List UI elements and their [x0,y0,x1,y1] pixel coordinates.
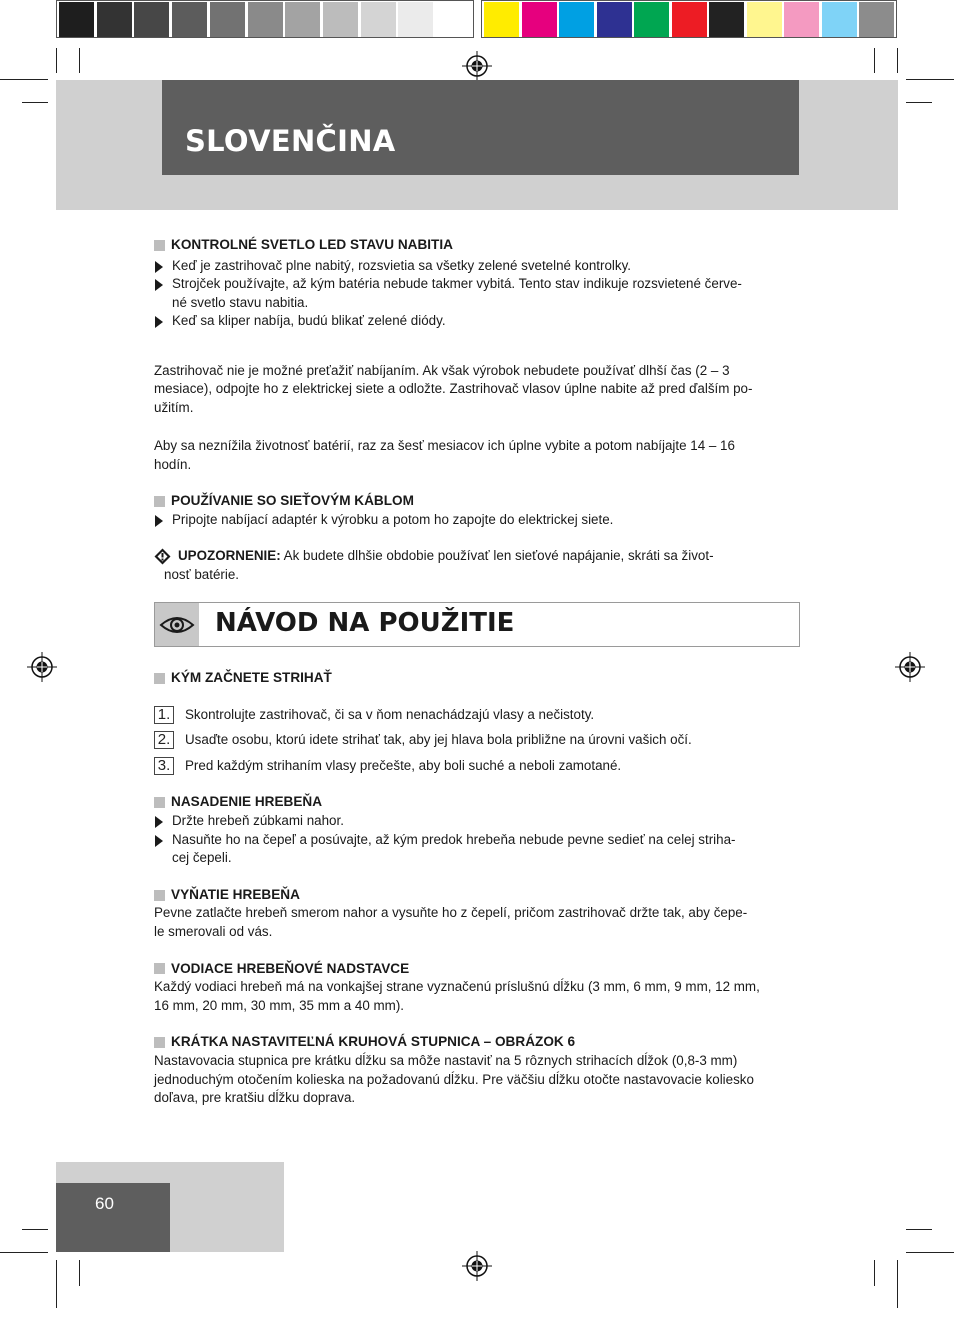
arrow-bullet-icon [155,316,163,328]
arrow-bullet-icon [155,515,163,527]
calibration-swatch [59,2,94,37]
calibration-swatch [559,2,594,37]
square-bullet-icon [154,797,165,808]
calibration-swatch [398,2,433,37]
section-heading-before: KÝM ZAČNETE STRIHAŤ [154,669,800,688]
list-item: Pripojte nabíjací adaptér k výrobku a potom ho zapojte do elektrickej siete. [154,511,800,530]
list-item: Keď je zastrihovač plne nabitý, rozsvietia sa všetky zelené svetelné kontrolky. [154,257,800,276]
square-bullet-icon [154,963,165,974]
warning-icon [154,548,171,565]
section-heading-led: KONTROLNÉ SVETLO LED STAVU NABITIA [154,236,800,255]
step-number: 2. [154,731,174,749]
arrow-bullet-icon [155,261,163,273]
crop-mark [22,102,48,103]
crop-mark [897,48,898,73]
calibration-swatch [859,2,894,37]
list-item: Keď sa kliper nabíja, budú blikať zelené diódy. [154,312,800,331]
arrow-bullet-icon [155,816,163,828]
section-heading-guides: VODIACE HREBEŇOVÉ NADSTAVCE [154,960,800,979]
calibration-swatch [784,2,819,37]
content-column [154,236,800,585]
warning-note: UPOZORNENIE: Ak budete dlhšie obdobie používať len sieťové napájanie, skráti sa život- nosť batérie. [154,547,800,584]
square-bullet-icon [154,673,165,684]
calibration-swatch [172,2,207,37]
crop-mark [906,1252,954,1253]
calibration-swatch [436,2,471,37]
list-item: Strojček používajte, až kým batéria nebude takmer vybitá. Tento stav indikuje rozsvietené červe- né svetlo stavu nabitia. [154,275,800,312]
crop-mark [79,48,80,73]
calibration-swatch [210,2,245,37]
calibration-swatch [285,2,320,37]
calibration-swatch [248,2,283,37]
calibration-swatch [97,2,132,37]
content-column-lower [154,669,800,1108]
crop-mark [874,48,875,73]
section-icon-cell [155,603,199,646]
registration-mark-icon [26,651,58,683]
section-heading-remove: VYŇATIE HREBEŇA [154,886,800,905]
registration-mark-icon [461,1250,493,1282]
numbered-step: 3. Pred každým strihaním vlasy prečešte, aby boli suché a neboli zamotané. [154,757,800,776]
numbered-step: 1. Skontrolujte zastrihovač, či sa v ňom nenachádzajú vlasy a nečistoty. [154,706,800,725]
section-heading-attach: NASADENIE HREBEŇA [154,793,800,812]
section-title: NÁVOD NA POUŽITIE [215,608,515,638]
list-item: Držte hrebeň zúbkami nahor. [154,812,800,831]
square-bullet-icon [154,890,165,901]
crop-mark [906,79,954,80]
section-title-box [154,602,800,647]
crop-mark [0,79,48,80]
eye-icon [155,603,199,646]
calibration-swatch [361,2,396,37]
step-number: 3. [154,757,174,775]
crop-mark [79,1260,80,1286]
paragraph: Každý vodiaci hrebeň má na vonkajšej strane vyznačenú príslušnú dĺžku (3 mm, 6 mm, 9 mm, 12 mm, 16 mm, 20 mm, 30 mm, 35 mm a 40 mm). [154,979,760,1013]
calibration-swatch [822,2,857,37]
paragraph: Zastrihovač nie je možné preťažiť nabíjaním. Ak však výrobok nebudete používať dlhší čas (2 – 3 mesiace), odpojte ho z elektrickej siete a odložte. Zastrihovač vlasov úplne nabite až pred ďalším po- užitím. [154,362,753,415]
calibration-swatch [672,2,707,37]
crop-mark [897,1260,898,1308]
crop-mark [906,102,932,103]
crop-mark [56,1260,57,1308]
calibration-swatch [522,2,557,37]
square-bullet-icon [154,1037,165,1048]
section-heading-dial: KRÁTKA NASTAVITEĽNÁ KRUHOVÁ STUPNICA – OBRÁZOK 6 [154,1033,800,1052]
page-title: SLOVENČINA [185,124,396,158]
calibration-swatch [634,2,669,37]
list-item: Nasuňte ho na čepeľ a posúvajte, až kým predok hrebeňa nebude pevne sedieť na celej striha- cej čepeli. [154,831,800,868]
numbered-step: 2. Usaďte osobu, ktorú idete strihať tak, aby jej hlava bola približne na úrovni vašich očí. [154,731,800,750]
paragraph: Nastavovacia stupnica pre krátku dĺžku sa môže nastaviť na 5 rôznych strihacích dĺžok (0,8-3 mm) jednoduchým otočením kolieska na požadovanú dĺžku. Pre väčšiu dĺžku otočte nastavovacie koliesko doľava, pre kratšiu dĺžku doprava. [154,1052,754,1106]
calibration-swatch [484,2,519,37]
crop-mark [0,1252,48,1253]
calibration-swatch [597,2,632,37]
calibration-swatch [747,2,782,37]
calibration-swatch [709,2,744,37]
crop-mark [22,1229,48,1230]
paragraph: Aby sa neznížila životnosť batérií, raz za šesť mesiacov ich úplne vybite a potom nabíjajte 14 – 16 hodín. [154,437,735,472]
square-bullet-icon [154,496,165,507]
step-number: 1. [154,706,174,724]
registration-mark-icon [461,50,493,82]
section-heading-cable: POUŽÍVANIE SO SIEŤOVÝM KÁBLOM [154,492,800,511]
calibration-swatch [134,2,169,37]
registration-mark-icon [894,651,926,683]
crop-mark [874,1260,875,1286]
square-bullet-icon [154,240,165,251]
crop-mark [56,48,57,73]
arrow-bullet-icon [155,835,163,847]
paragraph: Pevne zatlačte hrebeň smerom nahor a vysuňte ho z čepelí, pričom zastrihovač držte tak, aby čepe- le smerovali od vás. [154,905,748,939]
page-number: 60 [95,1194,114,1213]
crop-mark [906,1229,932,1230]
arrow-bullet-icon [155,279,163,291]
calibration-swatch [323,2,358,37]
